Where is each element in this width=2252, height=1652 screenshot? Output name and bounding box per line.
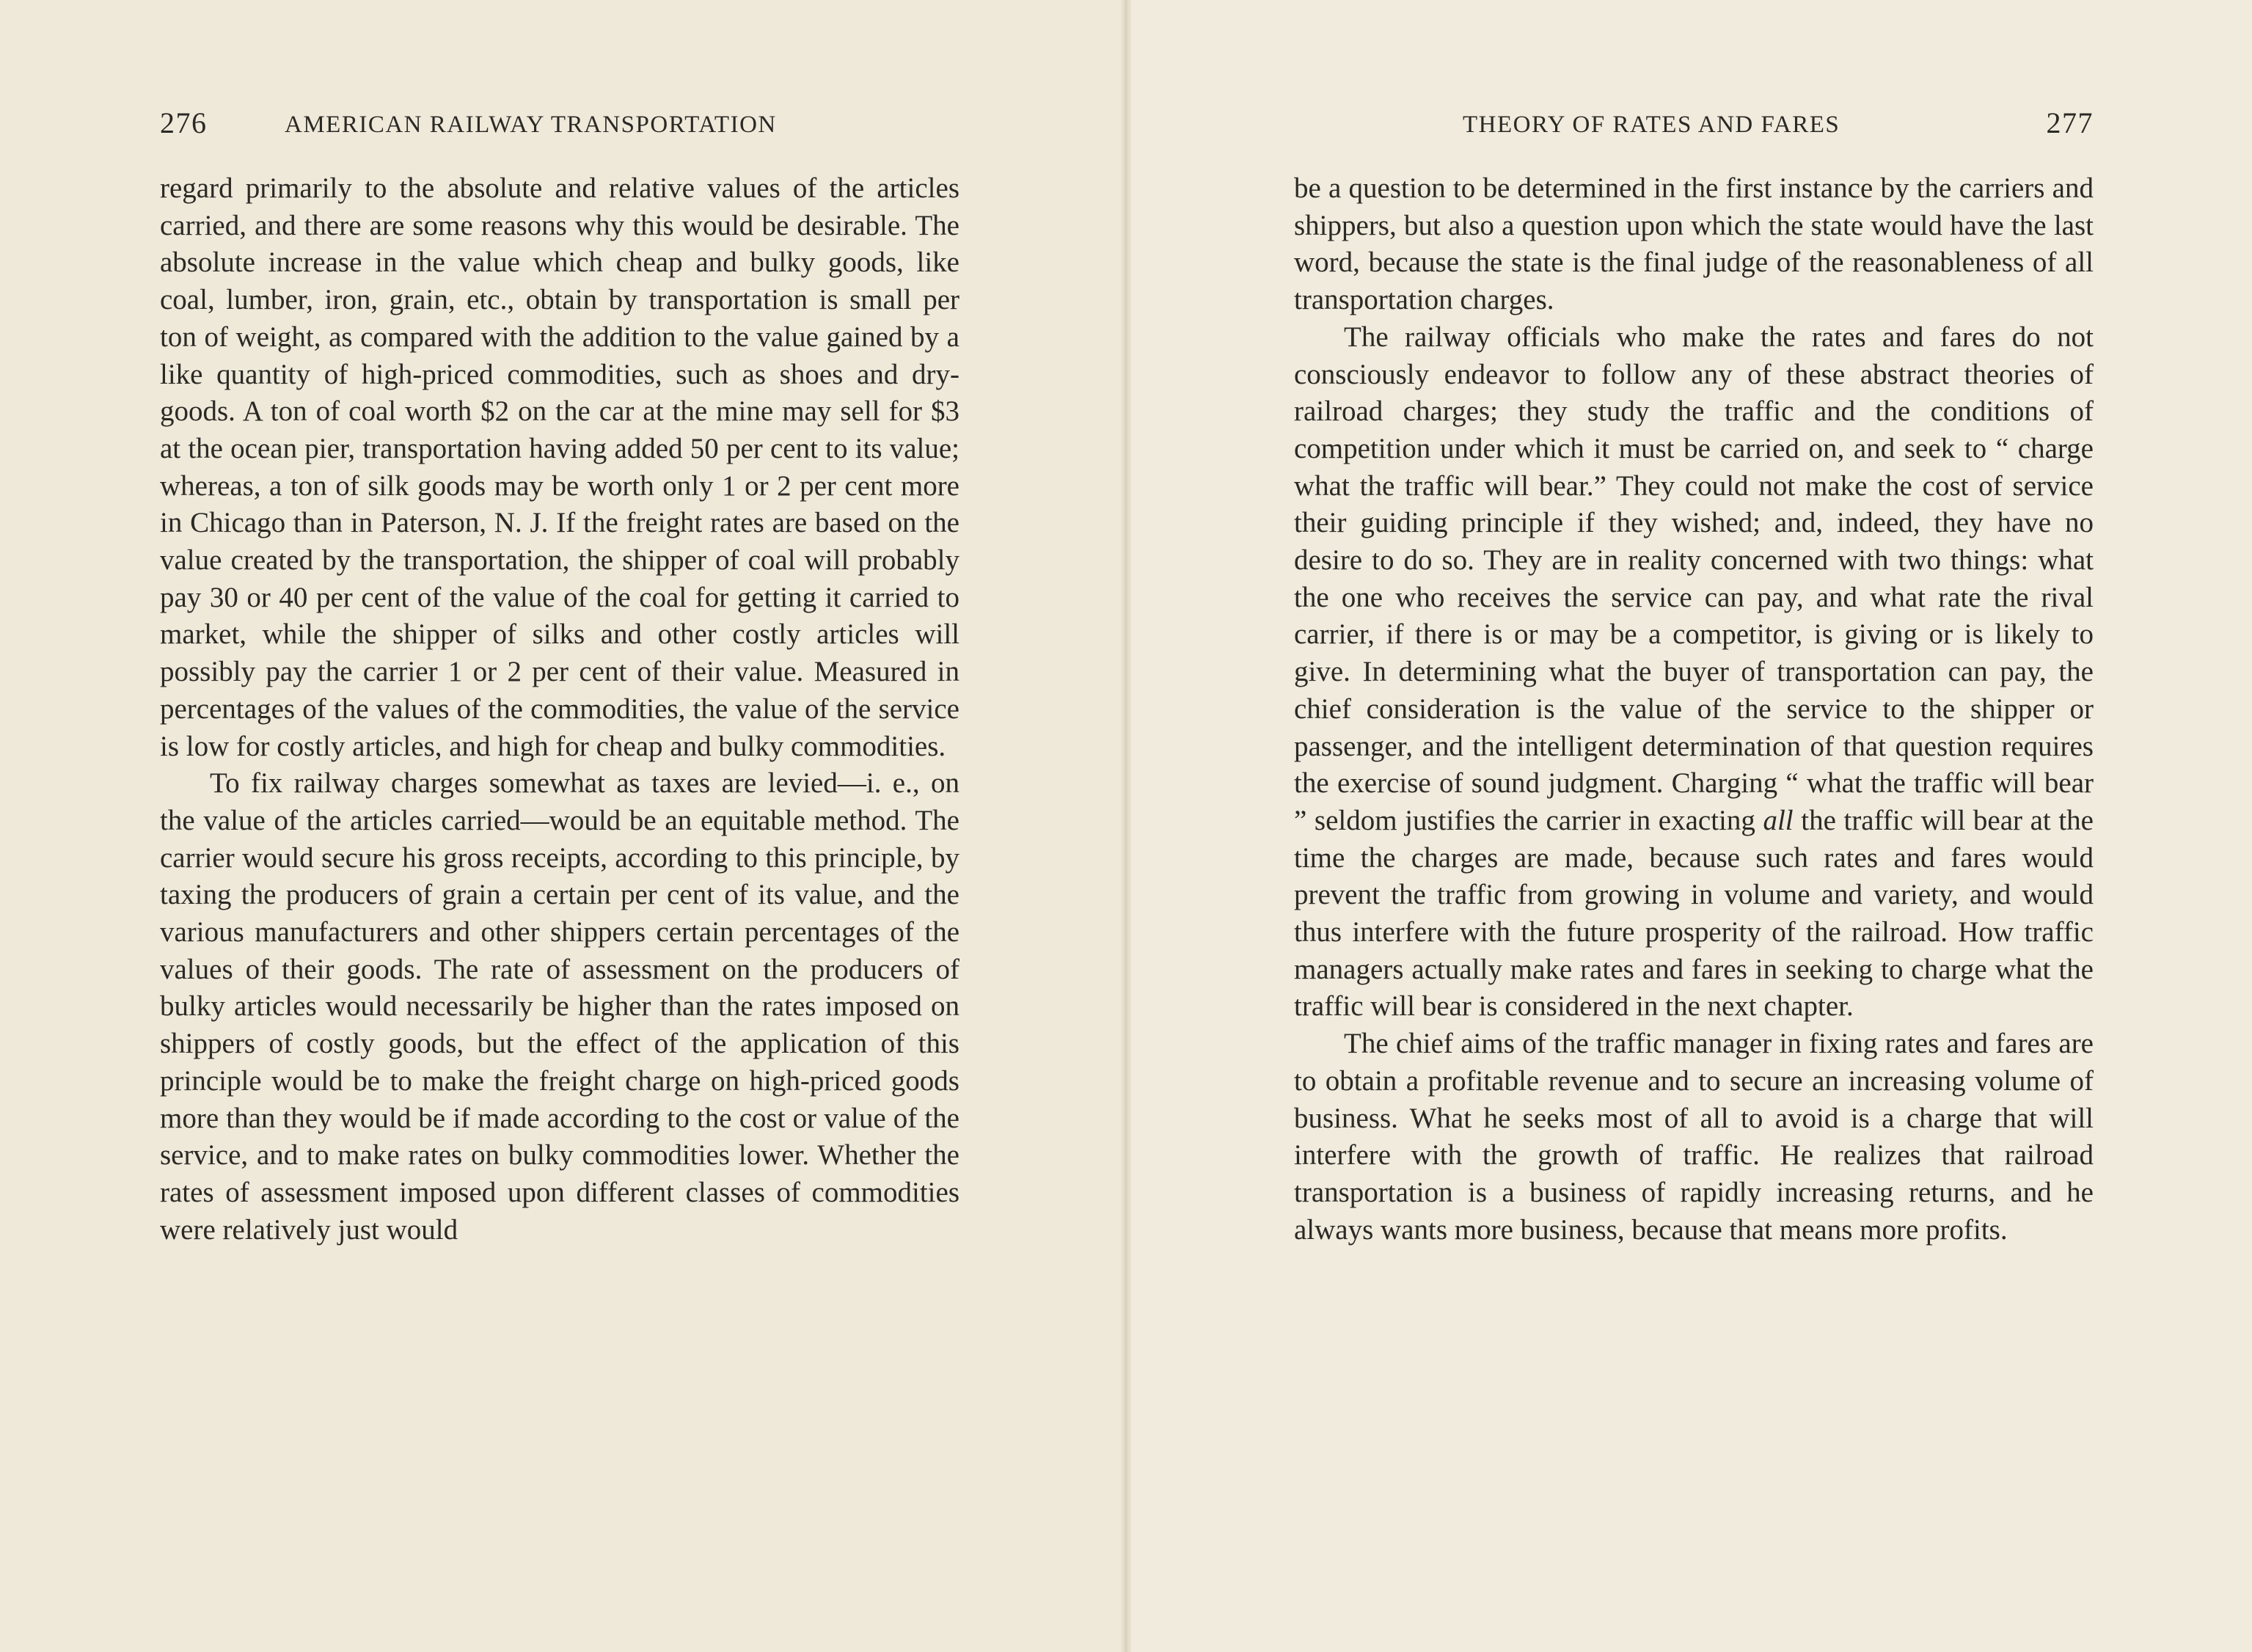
page-number: 277 (2046, 106, 2094, 139)
paragraph: The chief aims of the traffic manager in fixing rates and fares are to obtain a profitable revenue and to secure an increasing volume of business. What he seeks most of all to avoid is a charge that will interfere with the growth of traffic. He realizes that railroad transportation is a business of rapidly increasing returns, and he always wants more business, because that means more profits. (1294, 1028, 2094, 1246)
right-page (1126, 0, 2252, 1652)
paragraph: be a question to be determined in the first instance by the carriers and shippers, but also a question upon which the state would have the last word, because the state is the final judge of the reasonableness of all transportation charges. (1294, 172, 2094, 316)
running-head: THEORY OF RATES AND FARES (1463, 112, 1840, 138)
left-page-body (160, 170, 959, 1249)
paragraph-text: The railway officials who make the rates and fares do not consciously endeavor to follow any of these abstract theories of railroad charges; they study the traffic and the conditions of competition under which it must be carried on, and seek to “ charge what the traffic will bear.” They could not make the cost of service their guiding principle if they wished; and, indeed, they have no desire to do so. They are in reality concerned with two things: what the one who receives the service can pay, and what rate the rival carrier, if there is or may be a competitor, is giving or is likely to give. In determining what the buyer of transportation can pay, the chief consideration is the value of the service to the shipper or passenger, and the intelligent determination of that question requires the exercise of sound judgment. Charging “ what the traffic will bear ” seldom justifies the carrier in exacting (1294, 321, 2094, 836)
italic-word: all (1763, 804, 1794, 836)
right-page-header (1294, 106, 2094, 139)
paragraph-text: the traffic will bear at the time the charges are made, because such rates and fares would prevent the traffic from growing in volume and variety, and would thus interfere with the future prosperity of the railroad. How traffic managers actually make rates and fares in seeking to charge what the traffic will bear is considered in the next chapter. (1294, 804, 2094, 1023)
left-page-header (160, 106, 959, 139)
paragraph: To fix railway charges somewhat as taxes are levied—i. e., on the value of the articles carried—would be an equitable method. The carrier would secure his gross receipts, according to this principle, by taxing the producers of grain a certain per cent of its value, and the various manufacturers and other shippers certain percentages of the values of their goods. The rate of assessment on the producers of bulky articles would necessarily be higher than the rates imposed on shippers of costly goods, but the effect of the application of this principle would be to make the freight charge on high-priced goods more than they would be if made according to the cost or value of the service, and to make rates on bulky commodities lower. Whether the rates of assessment imposed upon different classes of commodities were relatively just would (160, 767, 959, 1246)
page-number: 276 (160, 106, 208, 139)
right-page-body (1294, 170, 2094, 1249)
running-head: AMERICAN RAILWAY TRANSPORTATION (285, 112, 777, 138)
paragraph (1294, 319, 2094, 1026)
paragraph: regard primarily to the absolute and relative values of the articles carried, and there are some reasons why this would be desirable. The absolute increase in the value which cheap and bulky goods, like coal, lumber, iron, grain, etc., obtain by transportation is small per ton of weight, as compared with the addition to the value gained by a like quantity of high-priced commodities, such as shoes and dry-goods. A ton of coal worth $2 on the car at the mine may sell for $3 at the ocean pier, transportation having added 50 per cent to its value; whereas, a ton of silk goods may be worth only 1 or 2 per cent more in Chicago than in Paterson, N. J. If the freight rates are based on the value created by the transportation, the shipper of coal will probably pay 30 or 40 per cent of the value of the coal for getting it carried to market, while the shipper of silks and other costly articles will possibly pay the carrier 1 or 2 per cent of their value. Measured in percentages of the values of the commodities, the value of the service is low for costly articles, and high for cheap and bulky commodities. (160, 172, 959, 762)
book-gutter (1121, 0, 1131, 1652)
